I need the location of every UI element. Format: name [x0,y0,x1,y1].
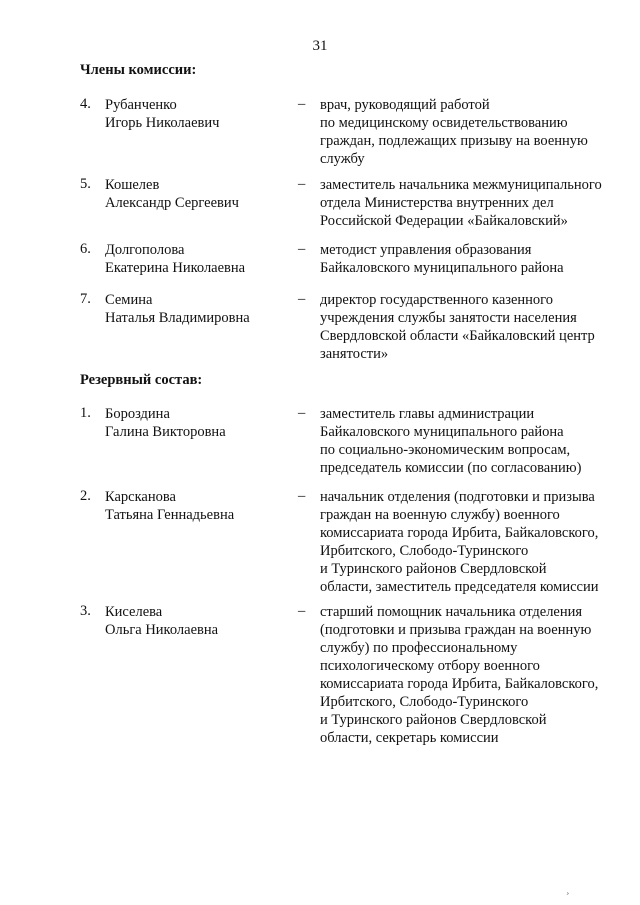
entry-number: 3. [80,603,91,619]
entry-dash: – [298,96,306,112]
page-number: 31 [312,38,328,54]
entry-name: Карсканова Татьяна Геннадьевна [105,489,235,523]
entry-number: 5. [80,176,91,192]
entry-dash: – [298,291,306,307]
entry-number: 7. [80,291,91,307]
entry-description: врач, руководящий работой по медицинскому освидетельствованию граждан, подлежащих призыву на военную службу [320,97,588,167]
entry-name: Бороздина Галина Викторовна [105,406,226,440]
entry-name: Долгополова Екатерина Николаевна [105,242,246,276]
entry-name: Кошелев Александр Сергеевич [105,177,239,211]
entry-dash: – [298,405,306,421]
reserve-heading: Резервный состав: [80,372,203,388]
members-heading: Члены комиссии: [80,62,197,78]
entry-dash: – [298,488,306,504]
entry-description: заместитель начальника межмуниципального отдела Министерства внутренних дел Российской Федерации «Байкаловский» [320,177,602,229]
entry-name: Рубанченко Игорь Николаевич [105,97,220,131]
entry-description: заместитель главы администрации Байкаловского муниципального района по социально-экономическим вопросам, председатель комиссии (по согласованию) [320,406,582,476]
entry-dash: – [298,176,306,192]
entry-dash: – [298,603,306,619]
entry-number: 6. [80,241,91,257]
entry-name: Киселева Ольга Николаевна [105,604,219,638]
entry-description: старший помощник начальника отделения (подготовки и призыва граждан на военную службу) по профессиональному психологическому отбору военного комиссариата города Ирбита, Байкаловского, Ирбитского, Слободо-Туринского и Туринского районов Свердловской области, секретарь комиссии [320,604,599,746]
entry-description: директор государственного казенного учреждения службы занятости населения Свердловской области «Байкаловский центр занятости» [320,292,595,362]
entry-number: 4. [80,96,91,112]
entry-name: Семина Наталья Владимировна [105,292,250,326]
entry-number: 2. [80,488,91,504]
entry-description: методист управления образования Байкаловского муниципального района [320,242,564,276]
entry-number: 1. [80,405,91,421]
entry-description: начальник отделения (подготовки и призыва граждан на военную службу) военного комиссариата города Ирбита, Байкаловского, Ирбитского, Слободо-Туринского и Туринского районов Свердловской области, заместитель председателя комиссии [320,489,599,595]
corner-mark: ¸ [566,884,570,895]
entry-dash: – [298,241,306,257]
